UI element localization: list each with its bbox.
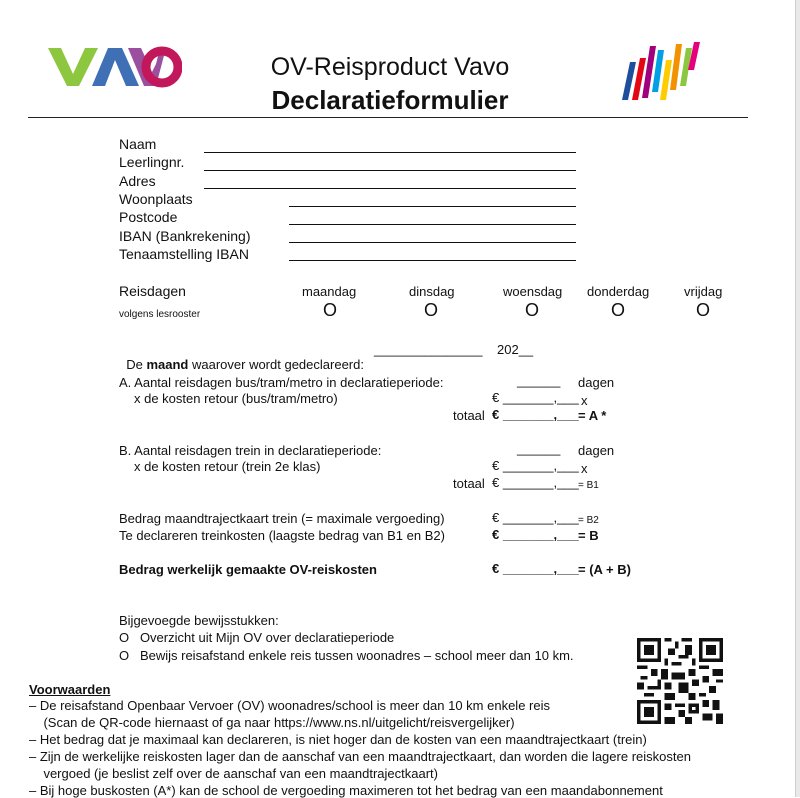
- day-vrijdag: vrijdag: [684, 284, 723, 299]
- a-cost-op: x: [581, 393, 588, 408]
- colored-bars-logo: [618, 40, 702, 102]
- day-donderdag: donderdag: [587, 284, 650, 299]
- b-line1: B. Aantal reisdagen trein in declaratieperiode:: [119, 443, 382, 458]
- a-total-result: = A *: [578, 408, 607, 423]
- woonplaats-field[interactable]: [289, 206, 576, 207]
- month-field[interactable]: _______________: [374, 342, 483, 357]
- day-woensdag: woensdag: [503, 284, 563, 299]
- label-naam: Naam: [119, 136, 157, 152]
- actual-result: = (A + B): [578, 562, 631, 577]
- b-total-field[interactable]: € _______,___: [492, 475, 579, 490]
- adres-field[interactable]: [204, 188, 576, 189]
- reisdagen-sublabel: volgens lesrooster: [119, 309, 201, 320]
- train-line2: Te declareren treinkosten (laagste bedrag van B1 en B2): [119, 528, 445, 543]
- day-maandag: maandag: [302, 284, 357, 299]
- train-line1: Bedrag maandtrajectkaart trein (= maximale vergoeding): [119, 511, 445, 526]
- condition-4: – Bij hoge buskosten (A*) kan de school de vergoeding maximeren tot het bedrag van een maandabonnement: [29, 783, 663, 798]
- label-tenaamstelling: Tenaamstelling IBAN: [119, 246, 249, 262]
- train-line1-field[interactable]: € _______,___: [492, 510, 579, 525]
- label-iban: IBAN (Bankrekening): [119, 228, 251, 244]
- iban-field[interactable]: [289, 242, 576, 243]
- day-dinsdag: dinsdag: [409, 284, 455, 299]
- month-pre: De: [126, 357, 147, 372]
- condition-1b: (Scan de QR-code hiernaast of ga naar https://www.ns.nl/uitgelicht/reisvergelijker): [29, 715, 515, 730]
- a-cost-field[interactable]: € _______,___: [492, 390, 579, 405]
- tenaamstelling-field[interactable]: [289, 260, 576, 261]
- label-leerlingnr: Leerlingnr.: [119, 154, 185, 170]
- naam-field[interactable]: [204, 152, 576, 153]
- viewer-scroll-edge[interactable]: [795, 0, 800, 797]
- radio-maandag[interactable]: O: [323, 300, 338, 320]
- a-total-field[interactable]: € _______,___: [492, 407, 579, 422]
- document-title: OV-Reisproduct Vavo: [270, 53, 510, 81]
- label-adres: Adres: [119, 173, 156, 189]
- a-line2: x de kosten retour (bus/tram/metro): [134, 391, 338, 406]
- train-line2-field[interactable]: € _______,___: [492, 527, 579, 542]
- month-line: [119, 342, 364, 372]
- header-divider: [28, 117, 748, 118]
- train-line2-result: = B: [578, 528, 599, 543]
- qr-code: [637, 638, 723, 724]
- label-woonplaats: Woonplaats: [119, 191, 193, 207]
- radio-dinsdag[interactable]: O: [424, 300, 439, 320]
- b-cost-op: x: [581, 461, 588, 476]
- condition-1: – De reisafstand Openbaar Vervoer (OV) woonadres/school is meer dan 10 km enkele reis: [29, 698, 550, 713]
- attachment-item-overzicht[interactable]: O Overzicht uit Mijn OV over declaratieperiode: [119, 630, 395, 645]
- b-total-result: = B1: [578, 480, 599, 491]
- a-total-label: totaal: [453, 408, 485, 423]
- label-postcode: Postcode: [119, 209, 178, 225]
- actual-label: Bedrag werkelijk gemaakte OV-reiskosten: [119, 562, 377, 577]
- postcode-field[interactable]: [289, 224, 576, 225]
- actual-field[interactable]: € _______,___: [492, 561, 579, 576]
- year-field[interactable]: 202__: [497, 342, 534, 357]
- b-line2: x de kosten retour (trein 2e klas): [134, 459, 321, 474]
- b-days-unit: dagen: [578, 443, 615, 458]
- leerlingnr-field[interactable]: [204, 170, 576, 171]
- reisdagen-label: Reisdagen: [119, 283, 186, 299]
- conditions-title: Voorwaarden: [29, 682, 111, 697]
- month-bold: maand: [146, 357, 189, 372]
- condition-2: – Het bedrag dat je maximaal kan declareren, is niet hoger dan de kosten van een maandtrajectkaart (trein): [29, 732, 647, 747]
- document-subtitle: Declaratieformulier: [271, 85, 509, 115]
- attachments-title: Bijgevoegde bewijsstukken:: [119, 613, 279, 628]
- attachment-item-bewijs[interactable]: O Bewijs reisafstand enkele reis tussen woonadres – school meer dan 10 km.: [119, 648, 574, 663]
- train-line1-result: = B2: [578, 515, 599, 526]
- b-total-label: totaal: [453, 476, 485, 491]
- condition-3: – Zijn de werkelijke reiskosten lager dan de aanschaf van een maandtrajectkaart, dan worden die lagere reiskosten: [29, 749, 691, 764]
- a-line1: A. Aantal reisdagen bus/tram/metro in declaratieperiode:: [119, 375, 444, 390]
- month-post: waarover wordt gedeclareerd:: [188, 357, 364, 372]
- b-cost-field[interactable]: € _______,___: [492, 458, 579, 473]
- a-days-field[interactable]: ______: [517, 373, 561, 388]
- radio-woensdag[interactable]: O: [525, 300, 540, 320]
- radio-vrijdag[interactable]: O: [696, 300, 711, 320]
- radio-donderdag[interactable]: O: [611, 300, 626, 320]
- a-days-unit: dagen: [578, 375, 615, 390]
- condition-3b: vergoed (je beslist zelf over de aanschaf van een maandtrajectkaart): [29, 766, 438, 781]
- b-days-field[interactable]: ______: [517, 441, 561, 456]
